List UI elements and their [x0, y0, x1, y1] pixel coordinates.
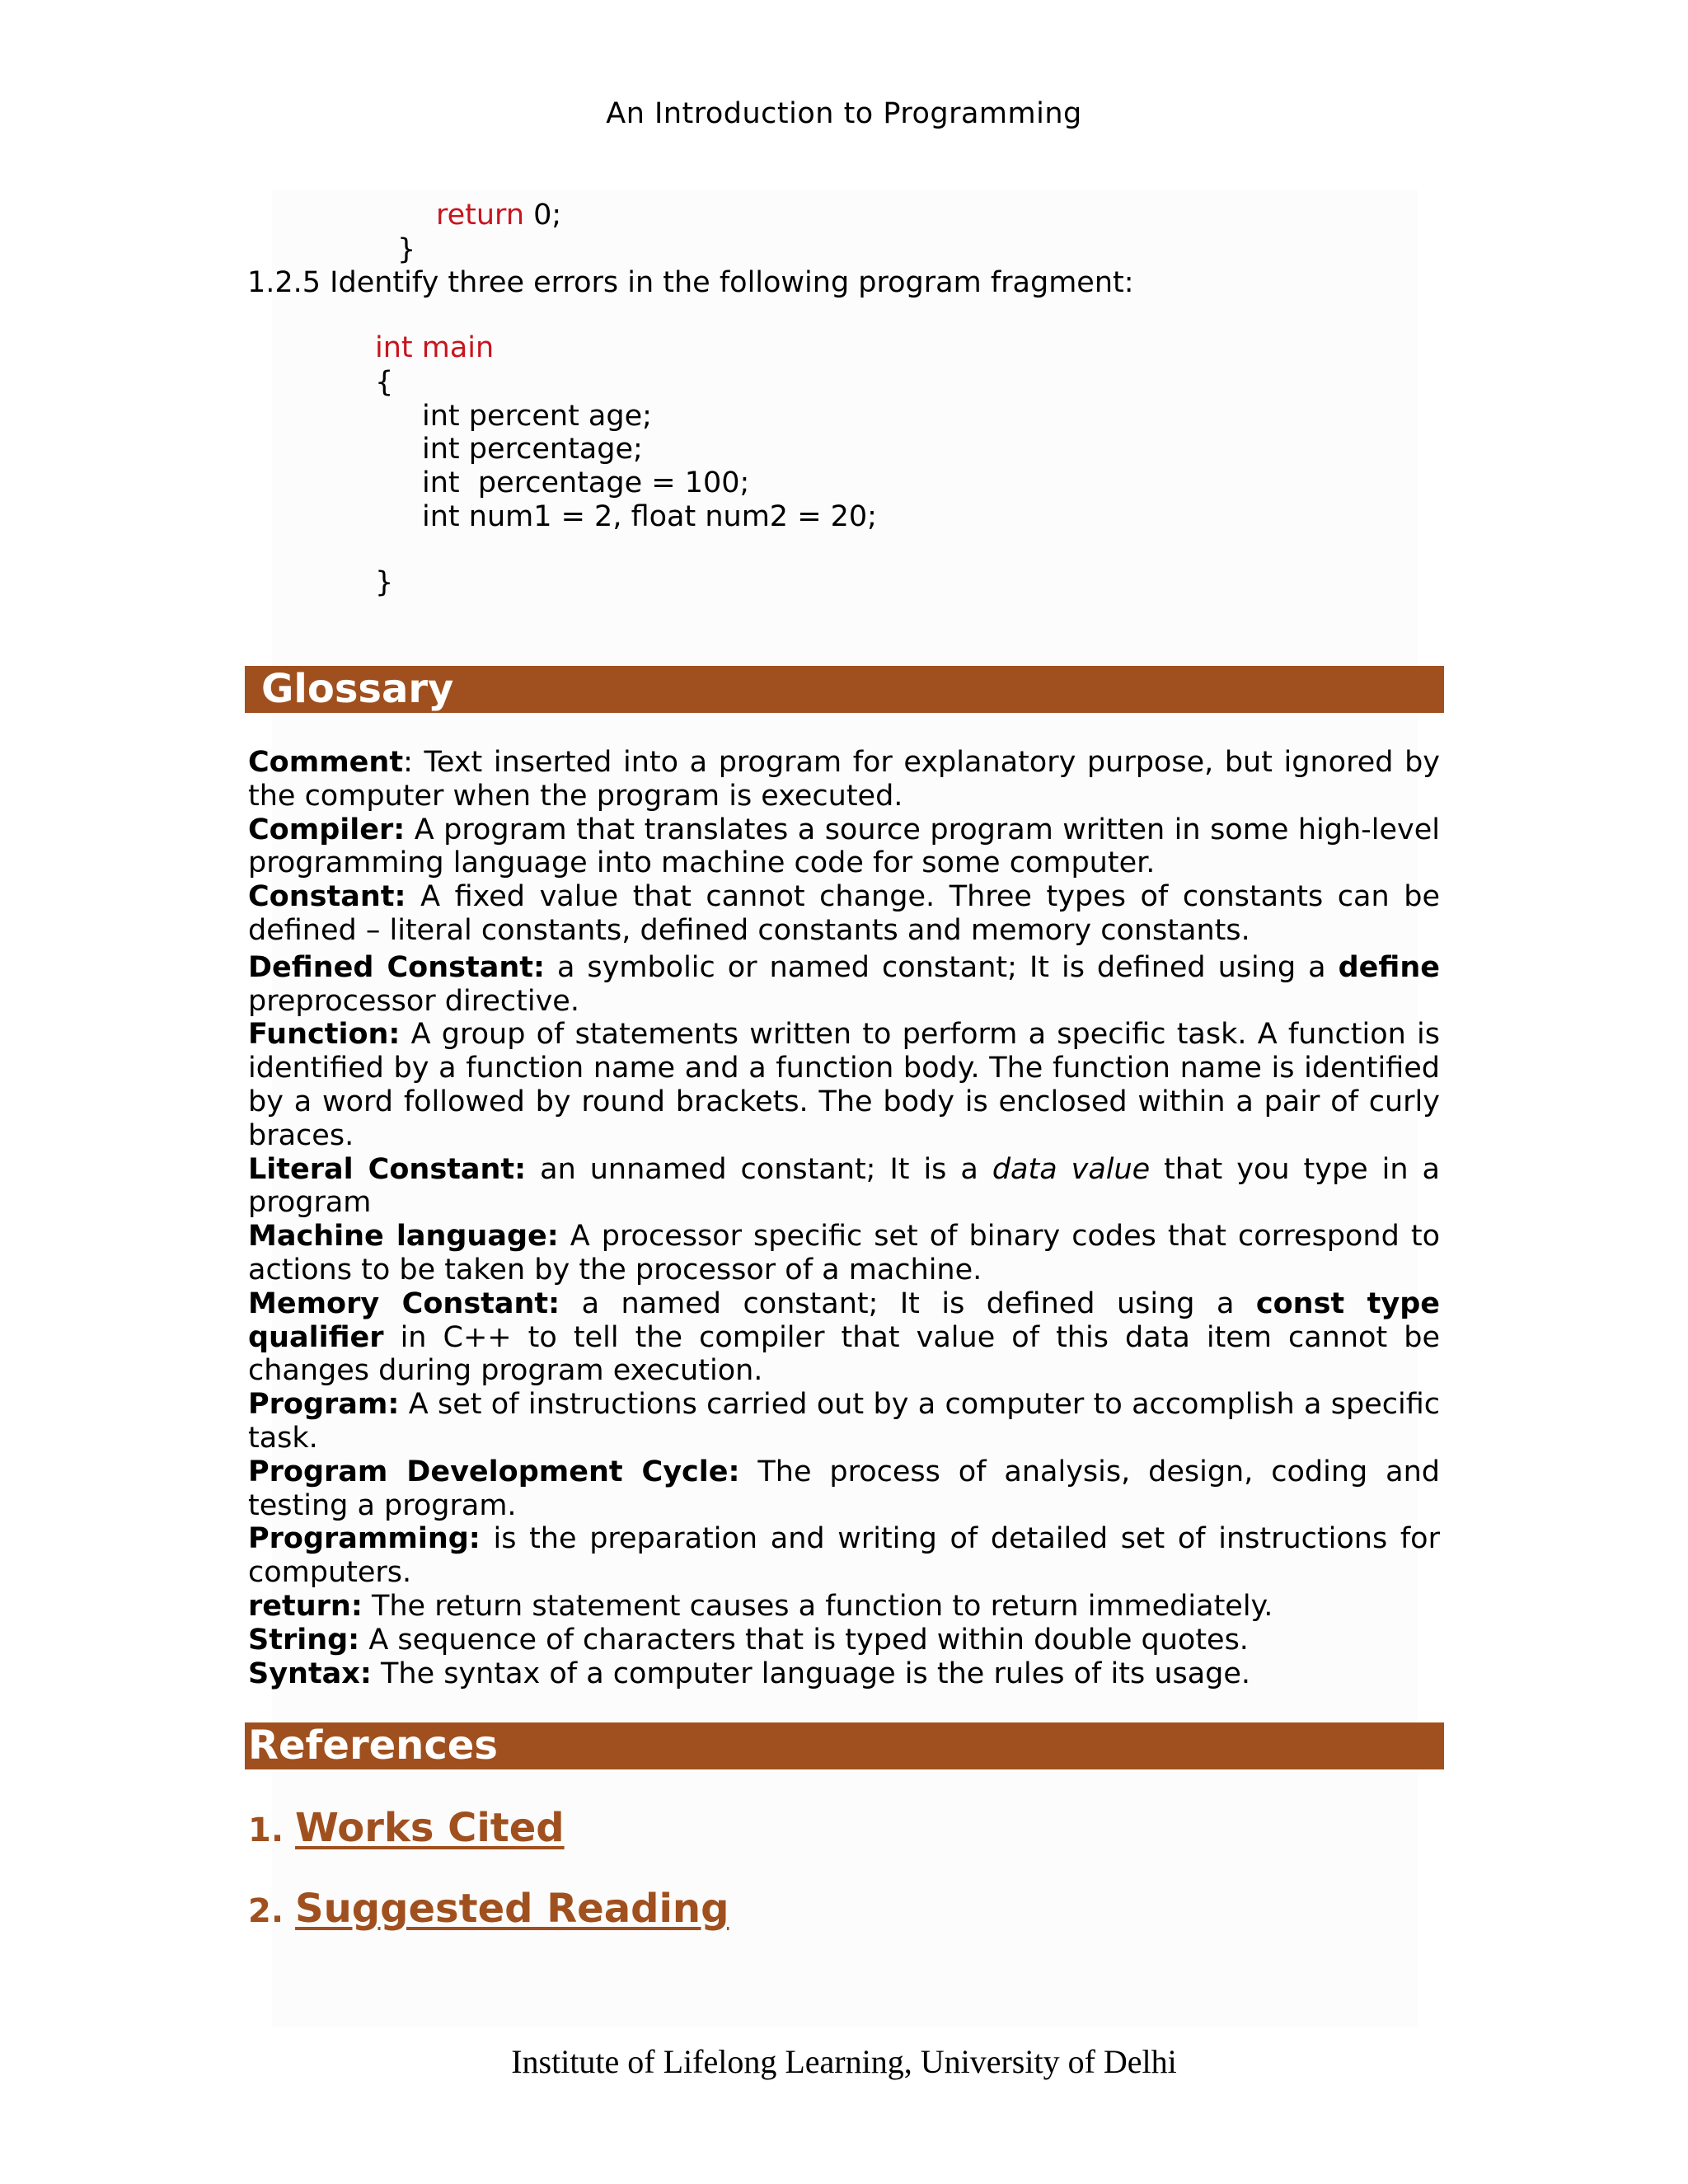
glossary-entry: Constant: A fixed value that cannot change. Three types of constants can be defined – literal constants, defined constants and memory constants. — [248, 880, 1440, 947]
glossary-entry: return: The return statement causes a function to return immediately. — [248, 1589, 1273, 1623]
code-keyword: return — [436, 199, 525, 232]
code-line-2: int percentage; — [422, 433, 643, 466]
glossary-entry: Programming: is the preparation and writing of detailed set of instructions for computers. — [248, 1522, 1440, 1590]
glossary-entry: Compiler: A program that translates a source program written in some high-level programming language into machine code for some computer. — [248, 813, 1440, 880]
reference-number: 1. — [248, 1811, 284, 1849]
suggested-reading-link[interactable]: Suggested Reading — [295, 1886, 729, 1932]
code-line-header: int main — [375, 331, 495, 364]
code-return-line — [436, 198, 561, 232]
glossary-entry: Syntax: The syntax of a computer language is the rules of its usage. — [248, 1657, 1251, 1690]
references-heading: References — [245, 1722, 1444, 1769]
page-footer: Institute of Lifelong Learning, University of Delhi — [511, 2043, 1177, 2080]
code-close-brace: } — [397, 233, 416, 266]
glossary-entry: Memory Constant: a named constant; It is defined using a const type qualifier in C++ to tell the compiler that value of this data item cannot be changes during program execution. — [248, 1286, 1441, 1388]
glossary-entry: Defined Constant: a symbolic or named constant; It is defined using a define preprocessor directive. — [248, 950, 1440, 1018]
glossary-entry: Literal Constant: an unnamed constant; It is a data value that you type in a program — [248, 1152, 1440, 1220]
glossary-entry: Program Development Cycle: The process of analysis, design, coding and testing a program. — [248, 1455, 1440, 1522]
code-line-4: int num1 = 2, float num2 = 20; — [422, 500, 877, 533]
code-text: 0; — [524, 199, 562, 232]
glossary-entry: Program: A set of instructions carried out by a computer to accomplish a specific task. — [248, 1388, 1440, 1455]
exercise-question: 1.2.5 Identify three errors in the following program fragment: — [247, 266, 1134, 299]
page-header: An Introduction to Programming — [606, 97, 1082, 130]
glossary-heading: Glossary — [245, 666, 1444, 713]
glossary-list — [248, 746, 1440, 1690]
code-open-brace: { — [375, 366, 394, 399]
code-close-brace-2: } — [375, 566, 394, 599]
glossary-entry: Comment: Text inserted into a program for explanatory purpose, but ignored by the computer when the program is executed. — [248, 746, 1440, 813]
reference-number: 2. — [248, 1892, 284, 1930]
code-line-1: int percent age; — [422, 400, 652, 433]
glossary-entry: Function: A group of statements written to perform a specific task. A function is identified by a function name and a function body. The function name is identified by a word followed by round brackets. The body is enclosed within a pair of curly braces. — [248, 1018, 1440, 1152]
glossary-entry: String: A sequence of characters that is typed within double quotes. — [248, 1623, 1249, 1657]
works-cited-link[interactable]: Works Cited — [295, 1805, 565, 1851]
code-line-3: int percentage = 100; — [422, 466, 750, 499]
reference-item-works-cited — [248, 1803, 565, 1855]
glossary-entry: Machine language: A processor specific set of binary codes that correspond to actions to be taken by the processor of a machine. — [248, 1220, 1440, 1286]
reference-item-suggested-reading — [248, 1884, 729, 1936]
